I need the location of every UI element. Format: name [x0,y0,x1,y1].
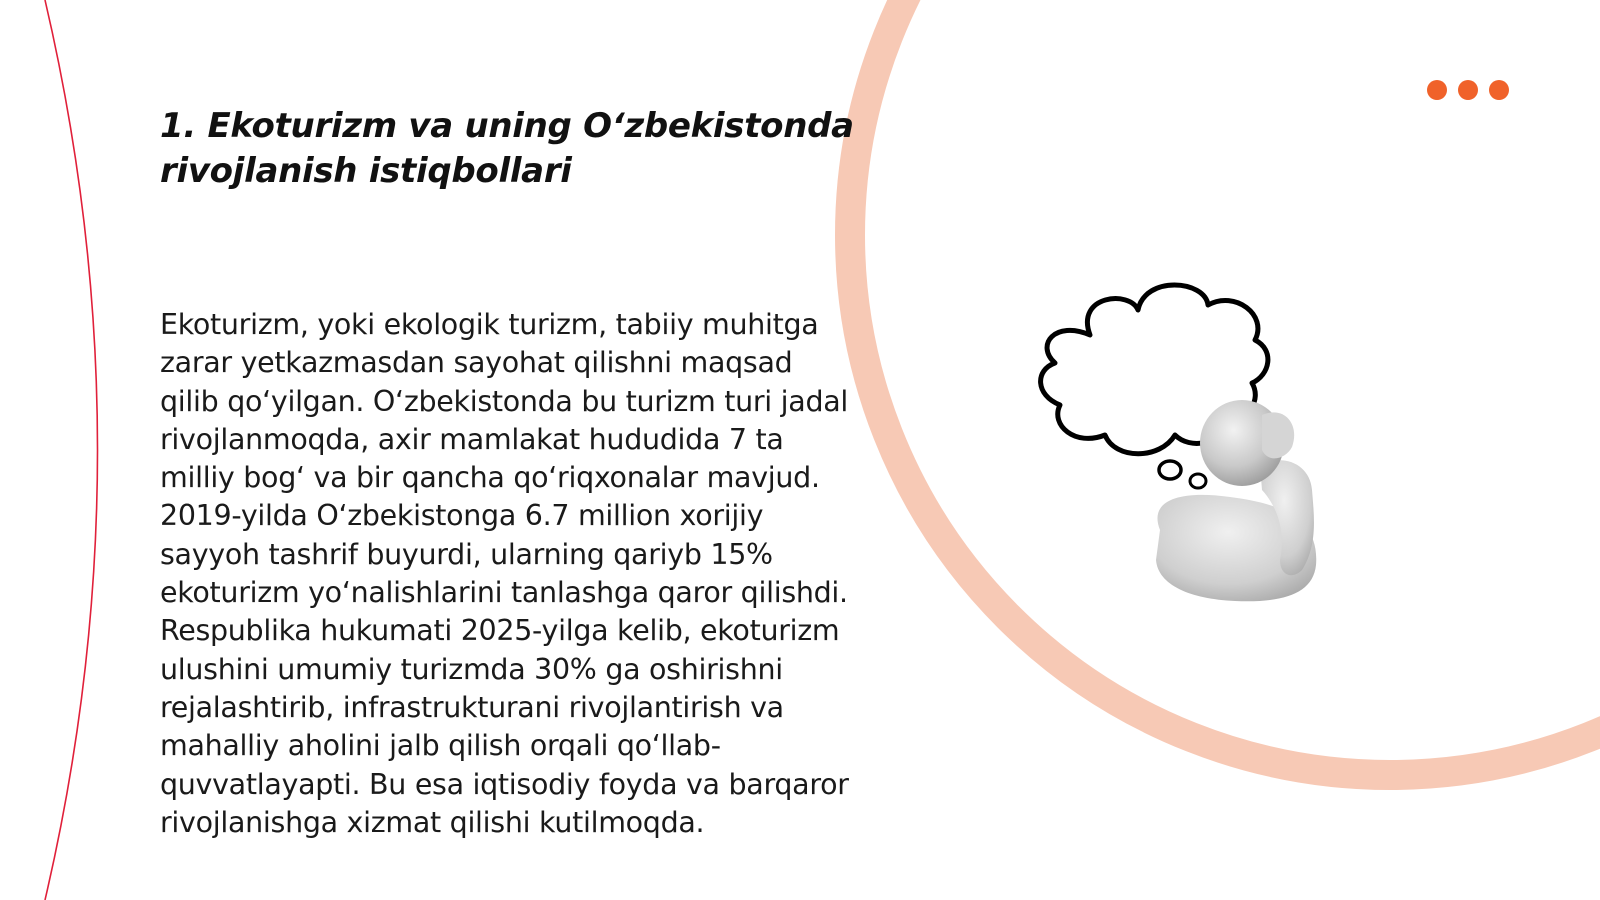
slide-title: 1. Ekoturizm va uning O‘zbekistonda rivojlanish istiqbollari [160,106,854,191]
thinking-person-icon [1030,275,1350,615]
three-dots-icon [1427,80,1509,100]
dot-icon [1458,80,1478,100]
slide-body-text: Ekoturizm, yoki ekologik turizm, tabiiy muhitga zarar yetkazmasdan sayohat qilishni maqsad qilib qo‘yilgan. O‘zbekistonda bu turizm turi jadal rivojlanmoqda, axir mamlakat hududida 7 ta milliy bog‘ va bir qancha qo‘riqxonalar mavjud. 2019-yilda O‘zbekistonga 6.7 million xorijiy sayyoh tashrif buyurdi, ularning qariyb 15% ekoturizm yo‘nalishlarini tanlashga qaror qilishdi. Respublika hukumati 2025-yilga kelib, ekoturizm ulushini umumiy turizmda 30% ga oshirishni rejalashtirib, infrastrukturani rivojlantirish va mahalliy aholini jalb qilish orqali qo‘llab-quvvatlayapti. Bu esa iqtisodiy foyda va barqaror rivojlanishga xizmat qilishi kutilmoqda. [160,308,849,839]
dot-icon [1427,80,1447,100]
left-red-curve [45,0,98,900]
dot-icon [1489,80,1509,100]
